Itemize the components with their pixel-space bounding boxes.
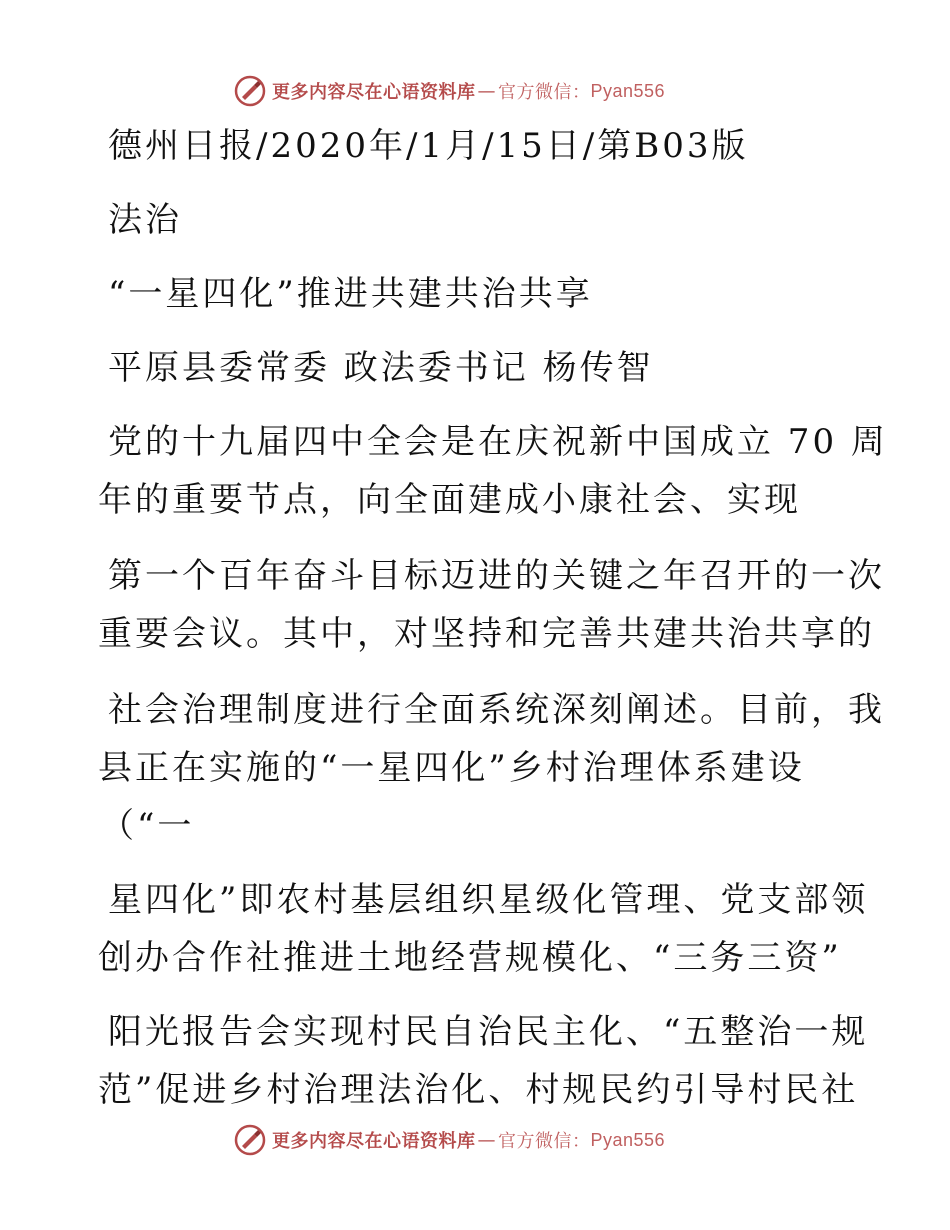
source-line: 德州日报/2020年/1月/15日/第B03版 xyxy=(108,126,749,166)
watermark-wechat-id: Pyan556 xyxy=(590,80,666,101)
pen-logo-icon xyxy=(234,1124,266,1156)
paragraph-line: 党的十九届四中全会是在庆祝新中国成立 70 周 xyxy=(108,422,888,462)
paragraph-line: 星四化”即农村基层组织星级化管理、党支部领 xyxy=(108,880,869,920)
watermark-main-text: 更多内容尽在心语资料库 xyxy=(272,1131,476,1152)
paragraph-line: 阳光报告会实现村民自治民主化、“五整治一规 xyxy=(108,1012,869,1052)
paragraph-line: 社会治理制度进行全面系统深刻阐述。目前，我 xyxy=(108,690,885,730)
watermark-header xyxy=(234,74,665,108)
watermark-wechat-label: 官方微信： xyxy=(498,1131,591,1152)
paragraph-line: 县正在实施的“一星四化”乡村治理体系建设 xyxy=(98,748,805,788)
paragraph-line: 第一个百年奋斗目标迈进的关键之年召开的一次 xyxy=(108,556,885,596)
watermark-footer xyxy=(234,1123,665,1157)
paragraph-line: 范”促进乡村治理法治化、村规民约引导村民社 xyxy=(98,1070,859,1110)
article-title: “一星四化”推进共建共治共享 xyxy=(108,274,593,314)
article-author: 平原县委常委 政法委书记 杨传智 xyxy=(108,348,654,388)
watermark-dash: — xyxy=(477,1129,496,1151)
watermark-wechat-id: Pyan556 xyxy=(590,1129,666,1150)
watermark-wechat-label: 官方微信： xyxy=(498,82,591,103)
paragraph-line: 重要会议。其中，对坚持和完善共建共治共享的 xyxy=(98,614,875,654)
paragraph-line: （“一 xyxy=(100,806,195,846)
watermark-main-text: 更多内容尽在心语资料库 xyxy=(272,82,476,103)
paragraph-line: 创办合作社推进土地经营规模化、“三务三资” xyxy=(98,938,842,978)
watermark-dash: — xyxy=(477,80,496,102)
section-label: 法治 xyxy=(108,200,182,240)
pen-logo-icon xyxy=(234,75,266,107)
paragraph-line: 年的重要节点，向全面建成小康社会、实现 xyxy=(98,480,801,520)
